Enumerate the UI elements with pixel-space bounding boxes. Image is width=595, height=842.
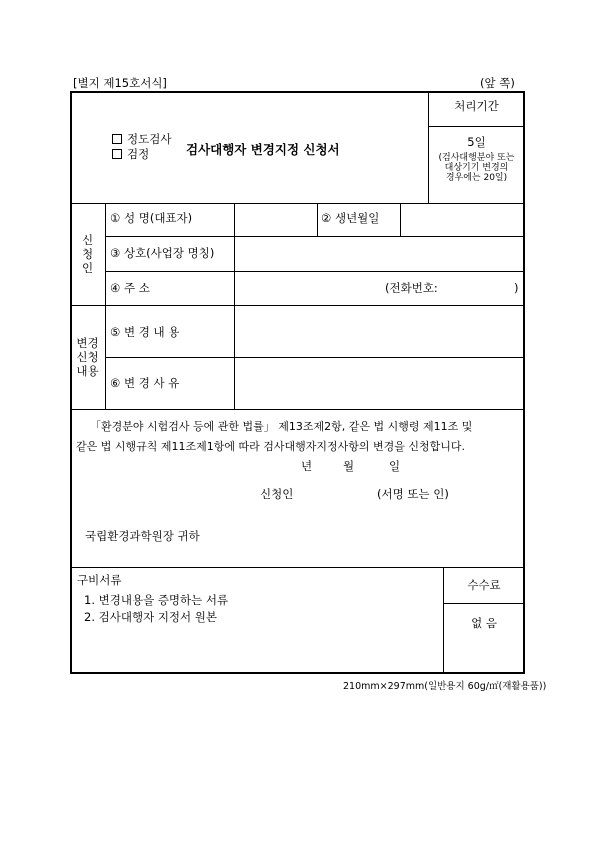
checkbox-label: 정도검사	[127, 132, 172, 146]
signature-label: (서명 또는 인)	[377, 487, 449, 501]
address-label: ④ 주 소	[110, 281, 150, 295]
date-month-label: 월	[343, 459, 355, 473]
processing-days: 5일	[467, 135, 486, 149]
fee-value: 없 음	[471, 616, 497, 630]
divider-v-birth	[317, 203, 318, 236]
checkbox-icon	[112, 134, 122, 144]
divider-v-section	[105, 203, 106, 409]
name-field[interactable]	[235, 204, 317, 236]
checkbox-label: 검정	[127, 147, 150, 161]
form-number: [별지 제15호서식]	[73, 76, 167, 90]
paper-spec: 210mm×297mm(일반용지 60g/㎡(재활용품))	[343, 681, 547, 692]
change-section-label: 변경 신청 내용	[76, 336, 99, 378]
applicant-sign-label: 신청인	[260, 487, 294, 501]
document-item: 1. 변경내용을 증명하는 서류	[84, 593, 229, 607]
checkbox-accuracy[interactable]	[112, 134, 171, 146]
applicant-section-label: 신 청 인	[81, 233, 94, 275]
documents-label: 구비서류	[77, 573, 122, 587]
divider-processing	[428, 126, 525, 127]
address-field[interactable]	[235, 272, 524, 305]
name-label: ① 성 명(대표자)	[110, 211, 193, 225]
divider-fee	[443, 603, 525, 604]
change-reason-field[interactable]	[235, 358, 524, 409]
declaration-line-2: 같은 법 시행규칙 제11조제1항에 따라 검사대행자지정사항의 변경을 신청합니다.	[76, 440, 465, 453]
change-content-field[interactable]	[235, 306, 524, 357]
business-name-label: ③ 상호(사업장 명칭)	[110, 246, 215, 260]
document-item: 2. 검사대행자 지정서 원본	[84, 610, 218, 624]
birth-label: ② 생년월일	[321, 211, 380, 225]
recipient: 국립환경과학원장 귀하	[85, 529, 200, 543]
processing-note: (검사대행분야 또는 대상기기 변경의 경우에는 20일)	[438, 153, 515, 183]
phone-label: (전화번호:	[385, 281, 438, 295]
change-reason-label: ⑥ 변 경 사 유	[110, 376, 180, 390]
birth-field[interactable]	[401, 204, 524, 236]
business-name-field[interactable]	[235, 237, 524, 271]
date-day-label: 일	[389, 459, 401, 473]
page-side: (앞 쪽)	[480, 76, 515, 90]
divider-documents	[70, 567, 525, 568]
phone-close: )	[514, 281, 519, 295]
processing-label: 처리기간	[454, 99, 499, 113]
divider-declaration	[70, 409, 525, 410]
declaration-line-1: 「환경분야 시험검사 등에 관한 법률」 제13조제2항, 같은 법 시행령 제11조 및	[90, 420, 473, 433]
change-content-label: ⑤ 변 경 내 용	[110, 325, 180, 339]
checkbox-verification[interactable]	[112, 149, 149, 161]
date-year-label: 년	[301, 459, 313, 473]
fee-label: 수수료	[467, 578, 501, 592]
checkbox-icon	[112, 149, 122, 159]
document-title: 검사대행자 변경지정 신청서	[186, 142, 340, 157]
